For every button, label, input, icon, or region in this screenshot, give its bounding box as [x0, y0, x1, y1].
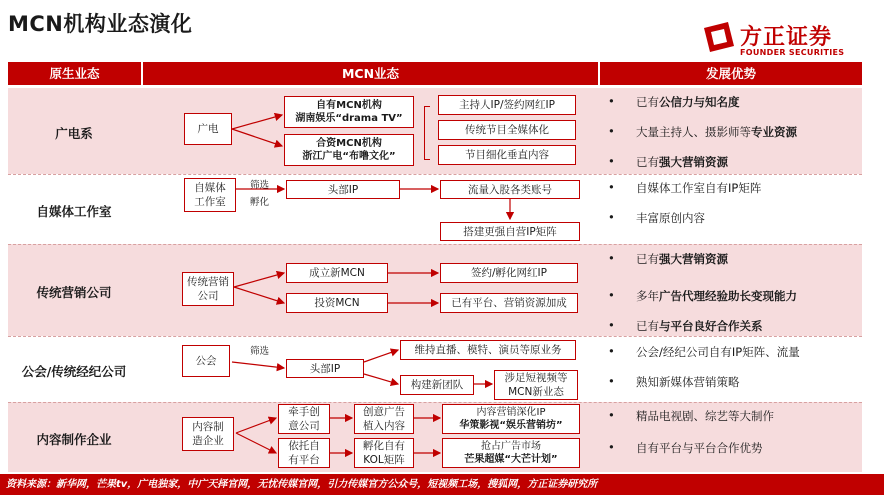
page-title: MCN机构业态演化 — [8, 12, 193, 36]
header-mcn: MCN业态 — [143, 62, 598, 85]
mid-box-platform: 依托自 有平台 — [278, 438, 330, 468]
result-box-ip-title: 内容营销深化IP — [476, 407, 546, 418]
mcn-box-own — [284, 96, 414, 128]
mid-box-creative: 牵手创 意公司 — [278, 404, 330, 434]
result-box-ad-title: 抢占广告市场 — [481, 441, 541, 452]
row-label-marketing: 传统营销公司 — [36, 285, 112, 300]
header-advantages: 发展优势 — [600, 62, 862, 85]
logo-text-en: FOUNDER SECURITIES — [740, 48, 845, 57]
head-ip-box: 头部IP — [286, 180, 400, 199]
result-box-ip — [442, 404, 580, 434]
mcn-box-own-title: 自有MCN机构 — [316, 100, 382, 111]
item-box: 涉足短视频等 MCN新业态 — [494, 370, 578, 400]
bracket — [424, 106, 430, 160]
origin-box: 传统营销 公司 — [182, 272, 234, 306]
item-box: 节目细化垂直内容 — [438, 145, 576, 165]
origin-box: 公会 — [182, 345, 230, 377]
label-filter: 筛选 — [250, 346, 270, 357]
item-box: 维持直播、模特、演员等原业务 — [400, 340, 576, 360]
result-box-ip-sub: 华策影视“娱乐营销坊” — [459, 420, 563, 431]
label-filter: 筛选 — [250, 180, 270, 191]
mcn-box-invest: 投资MCN — [286, 293, 388, 313]
row-label-guild: 公会/传统经纪公司 — [21, 364, 127, 379]
step-box-kol: 孵化自有 KOL矩阵 — [354, 438, 414, 468]
step-box-ad: 创意广告 植入内容 — [354, 404, 414, 434]
result-box-ad-sub: 芒果超媒“大芒计划” — [464, 454, 558, 465]
result-box-ad — [442, 438, 580, 468]
mcn-box-joint-sub: 浙江广电“布噜文化” — [302, 151, 396, 162]
item-box: 传统节目全媒体化 — [438, 120, 576, 140]
row-label-content: 内容制作企业 — [36, 432, 112, 447]
item-box: 流量入股各类账号 — [440, 180, 580, 199]
source-footer: 资料来源：新华网，芒果tv，广电独家，中广天择官网，无忧传媒官网，引力传媒官方公众号，短视频工场，搜狐网，方正证券研究所 — [0, 474, 884, 495]
origin-box: 广电 — [184, 113, 232, 145]
item-box: 主持人IP/签约网红IP — [438, 95, 576, 115]
row-label-studio: 自媒体工作室 — [36, 204, 112, 219]
item-box: 已有平台、营销资源加成 — [440, 293, 578, 313]
origin-box: 内容制 造企业 — [182, 417, 234, 451]
label-incubate: 孵化 — [250, 197, 270, 208]
header-origin: 原生业态 — [8, 62, 141, 85]
head-ip-box: 头部IP — [286, 359, 364, 378]
origin-box: 自媒体 工作室 — [184, 178, 236, 212]
mcn-box-joint — [284, 134, 414, 166]
item-box: 签约/孵化网红IP — [440, 263, 578, 283]
mcn-box-own-sub: 湖南娱乐“drama TV” — [295, 113, 403, 124]
item-box: 搭建更强自营IP矩阵 — [440, 222, 580, 241]
logo-text-cn: 方正证券 — [740, 25, 833, 50]
mcn-box-new: 成立新MCN — [286, 263, 388, 283]
mcn-box-joint-title: 合资MCN机构 — [316, 138, 382, 149]
row-label-broadcast: 广电系 — [55, 126, 93, 141]
item-box: 构建新团队 — [400, 375, 474, 395]
